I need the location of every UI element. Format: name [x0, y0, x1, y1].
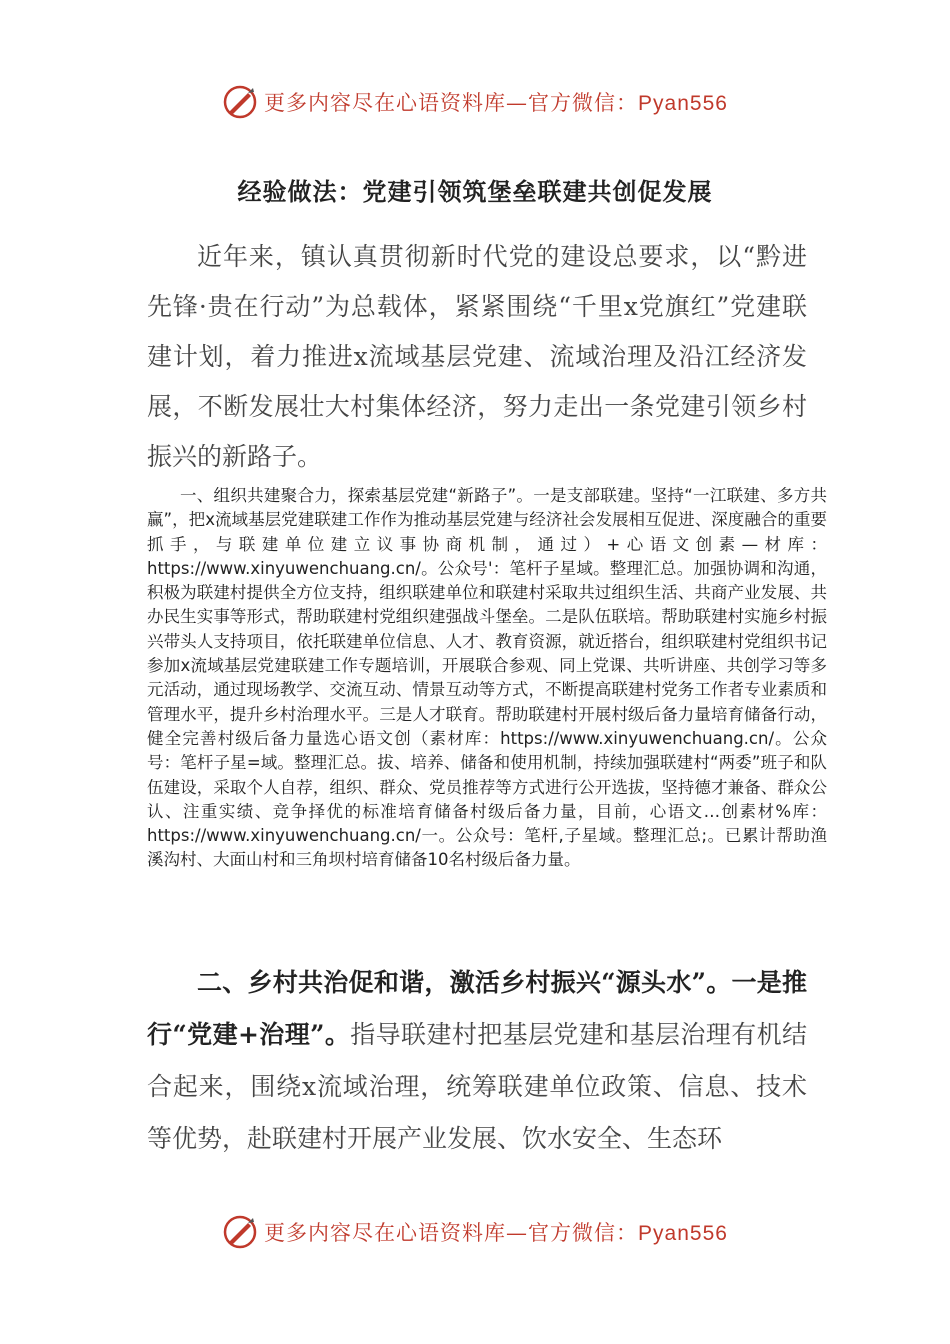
footer-banner: [0, 1210, 950, 1254]
section-2-paragraph: [147, 957, 807, 1165]
quill-logo-icon: [222, 84, 258, 120]
wechat-id: Pyan556: [638, 1222, 728, 1245]
banner-text: 更多内容尽在心语资料库—官方微信：Pyan556: [264, 1221, 728, 1245]
section-2-body: 指导联建村把基层党建和基层治理有机结合起来，围绕x流域治理，统筹联建单位政策、信息、技术等优势，赴联建村开展产业发展、饮水安全、生态环: [147, 1020, 807, 1153]
header-banner: [0, 80, 950, 124]
wechat-id: Pyan556: [638, 92, 728, 115]
section-1-paragraph: 一、组织共建聚合力，探索基层党建“新路子”。一是支部联建。坚持“一江联建、多方共赢”，把x流域基层党建联建工作作为推动基层党建与经济社会发展相互促进、深度融合的重要抓手，与联建单位建立议事协商机制，通过）+心语文创素—材库：https://www.xinyuwenchuang.cn/。公众号'：笔杆子星域。整理汇总。加强协调和沟通，积极为联建村提供全方位支持，组织联建单位和联建村采取共过组织生活、共商产业发展、共办民生实事等形式，帮助联建村党组织建强战斗堡垒。二是队伍联培。帮助联建村实施乡村振兴带头人支持项目，依托联建单位信息、人才、教育资源，就近搭台，组织联建村党组织书记参加x流域基层党建联建工作专题培训，开展联合参观、同上党课、共听讲座、共创学习等多元活动，通过现场教学、交流互动、情景互动等方式，不断提高联建村党务工作者专业素质和管理水平，提升乡村治理水平。三是人才联育。帮助联建村开展村级后备力量培育储备行动，健全完善村级后备力量选心语文创（素材库：https://www.xinyuwenchuang.cn/。公众号：笔杆子星=域。整理汇总。拔、培养、储备和使用机制，持续加强联建村“两委”班子和队伍建设，采取个人自荐，组织、群众、党员推荐等方式进行公开选拔，坚持德才兼备、群众公认、注重实绩、竞争择优的标准培育储备村级后备力量，目前，心语文…创素材%库：https://www.xinyuwenchuang.cn/一。公众号：笔杆,子星域。整理汇总;。已累计帮助渔溪沟村、大面山村和三角坝村培育储备10名村级后备力量。: [147, 486, 827, 870]
banner-text: 更多内容尽在心语资料库—官方微信：Pyan556: [264, 91, 728, 115]
document-title: 经验做法：党建引领筑堡垒联建共创促发展: [237, 177, 713, 206]
quill-logo-icon: [222, 1214, 258, 1250]
intro-paragraph: 近年来，镇认真贯彻新时代党的建设总要求，以“黔进先锋·贵在行动”为总载体，紧紧围绕“千里x党旗红”党建联建计划，着力推进x流域基层党建、流域治理及沿江经济发展，不断发展壮大村集体经济，努力走出一条党建引领乡村振兴的新路子。: [147, 242, 807, 471]
section-2-heading: 二、乡村共治促和谐，激活乡村振兴“源头水”。一是推行“党建+治理”。: [147, 968, 807, 1049]
